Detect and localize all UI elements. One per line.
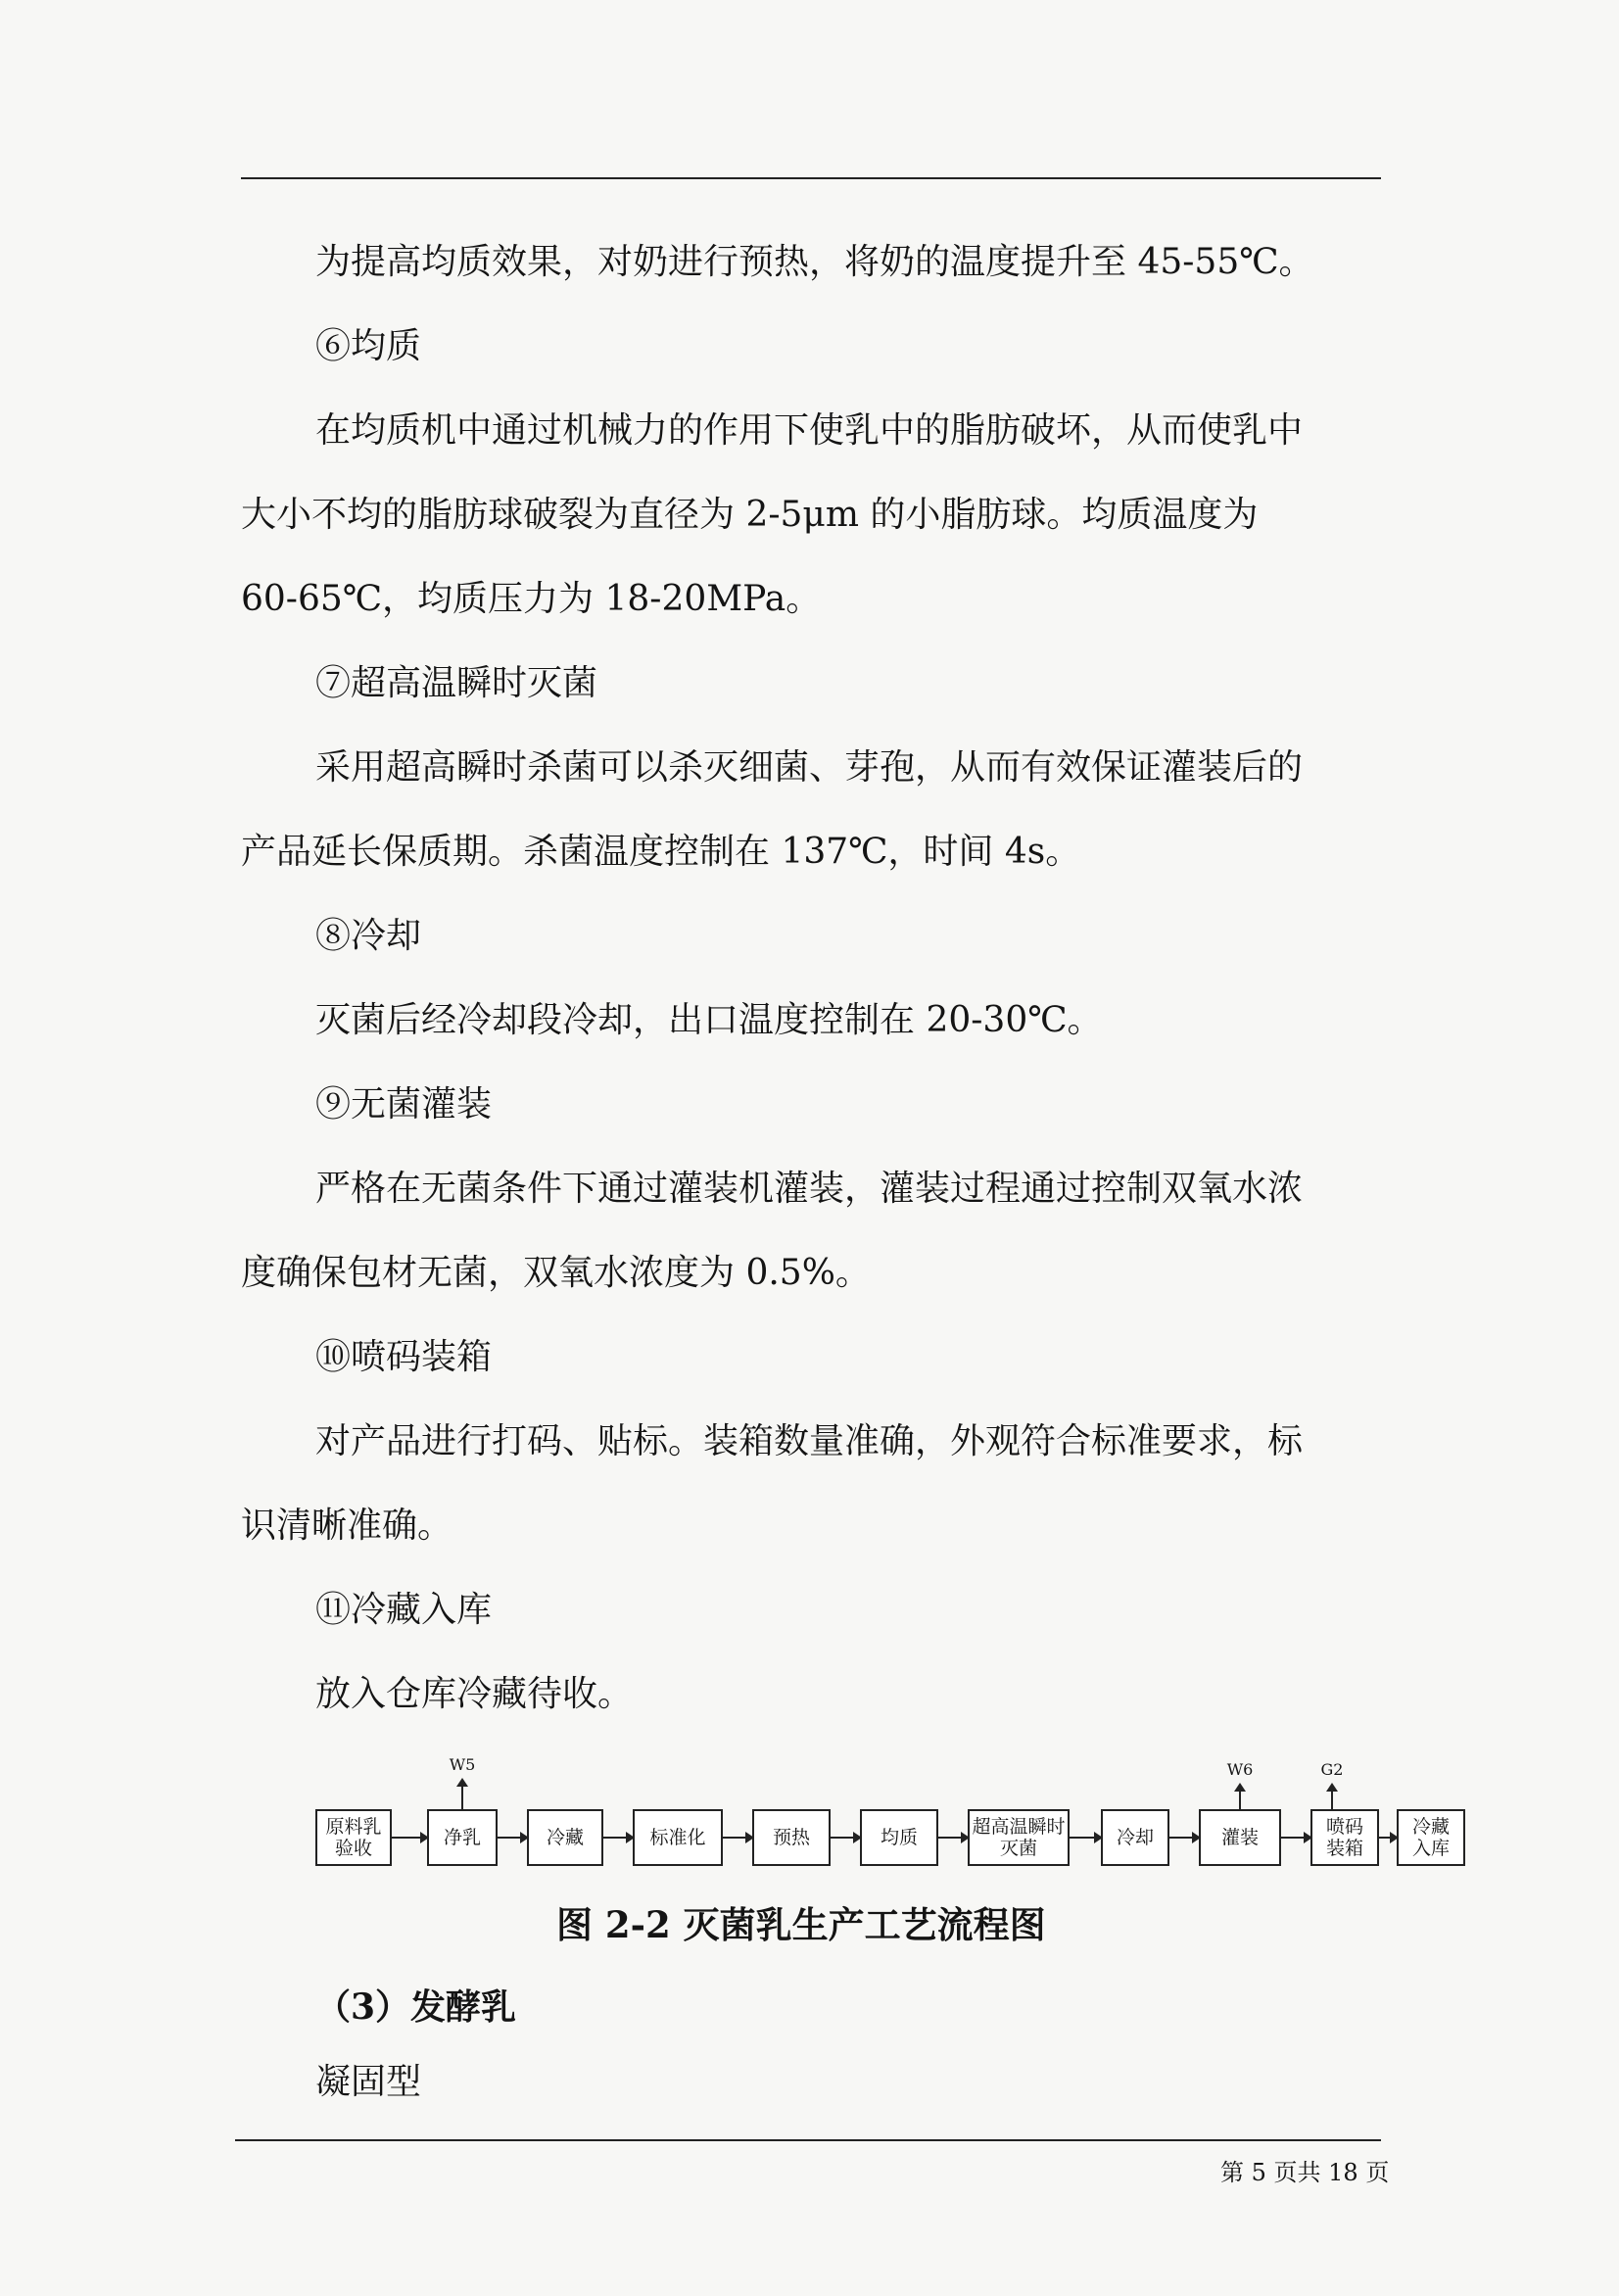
- flow-arrow: [1281, 1837, 1310, 1839]
- emission-label: W6: [1226, 1760, 1254, 1779]
- paragraph-line: 放入仓库冷藏待收。: [315, 1674, 634, 1714]
- section-label: ⑨无菌灌装: [315, 1084, 493, 1124]
- emission-arrow: [461, 1784, 463, 1809]
- flow-step: 超高温瞬时 灭菌: [968, 1809, 1070, 1866]
- emission-label: G2: [1320, 1760, 1344, 1779]
- section-label: ⑪冷藏入库: [315, 1590, 493, 1630]
- flow-step: 冷藏 入库: [1397, 1809, 1465, 1866]
- header-rule: [241, 177, 1381, 179]
- flow-step: 喷码 装箱: [1310, 1809, 1379, 1866]
- emission-arrow: [1239, 1789, 1241, 1809]
- flow-step: 均质: [860, 1809, 938, 1866]
- flow-step: 冷藏: [527, 1809, 603, 1866]
- paragraph-line: 严格在无菌条件下通过灌装机灌装，灌装过程通过控制双氧水浓: [315, 1169, 1304, 1209]
- figure-caption: 图 2-2 灭菌乳生产工艺流程图: [556, 1903, 1046, 1946]
- flow-step: 灌装: [1199, 1809, 1281, 1866]
- flow-step: 标准化: [633, 1809, 723, 1866]
- paragraph-line: 采用超高瞬时杀菌可以杀灭细菌、芽孢，从而有效保证灌装后的: [315, 747, 1304, 788]
- paragraph-line: 为提高均质效果，对奶进行预热，将奶的温度提升至 45-55℃。: [315, 242, 1314, 282]
- paragraph-line: 大小不均的脂肪球破裂为直径为 2-5μm 的小脂肪球。均质温度为: [241, 495, 1259, 535]
- flow-arrow: [498, 1837, 527, 1839]
- subheading: 凝固型: [315, 2062, 422, 2102]
- emission-label: W5: [449, 1755, 476, 1774]
- section-label: ⑦超高温瞬时灭菌: [315, 663, 598, 703]
- flow-arrow: [1169, 1837, 1199, 1839]
- footer-rule: [235, 2139, 1381, 2141]
- paragraph-line: 对产品进行打码、贴标。装箱数量准确，外观符合标准要求，标: [315, 1421, 1304, 1461]
- page-number: 第 5 页共 18 页: [1220, 2159, 1390, 2186]
- section-label: ⑥均质: [315, 326, 422, 366]
- section-label: ⑩喷码装箱: [315, 1337, 493, 1377]
- paragraph-line: 灭菌后经冷却段冷却，出口温度控制在 20-30℃。: [315, 1000, 1103, 1040]
- paragraph-line: 在均质机中通过机械力的作用下使乳中的脂肪破坏，从而使乳中: [315, 410, 1304, 451]
- emission-arrow: [1331, 1789, 1333, 1809]
- flow-arrow: [392, 1837, 427, 1839]
- flow-arrow: [603, 1837, 633, 1839]
- flow-step: 冷却: [1101, 1809, 1169, 1866]
- flow-arrow: [938, 1837, 968, 1839]
- flow-step: 预热: [752, 1809, 831, 1866]
- paragraph-line: 识清晰准确。: [241, 1506, 453, 1546]
- flow-arrow: [723, 1837, 752, 1839]
- flow-step: 原料乳 验收: [315, 1809, 392, 1866]
- flow-arrow: [1379, 1837, 1397, 1839]
- flow-arrow: [1070, 1837, 1101, 1839]
- paragraph-line: 度确保包材无菌，双氧水浓度为 0.5%。: [241, 1253, 871, 1293]
- flow-arrow: [831, 1837, 860, 1839]
- paragraph-line: 产品延长保质期。杀菌温度控制在 137℃，时间 4s。: [241, 832, 1081, 872]
- section-heading: （3）发酵乳: [315, 1986, 517, 2028]
- flow-step: 净乳: [427, 1809, 498, 1866]
- paragraph-line: 60-65℃，均质压力为 18-20MPa。: [241, 579, 822, 619]
- section-label: ⑧冷却: [315, 916, 422, 956]
